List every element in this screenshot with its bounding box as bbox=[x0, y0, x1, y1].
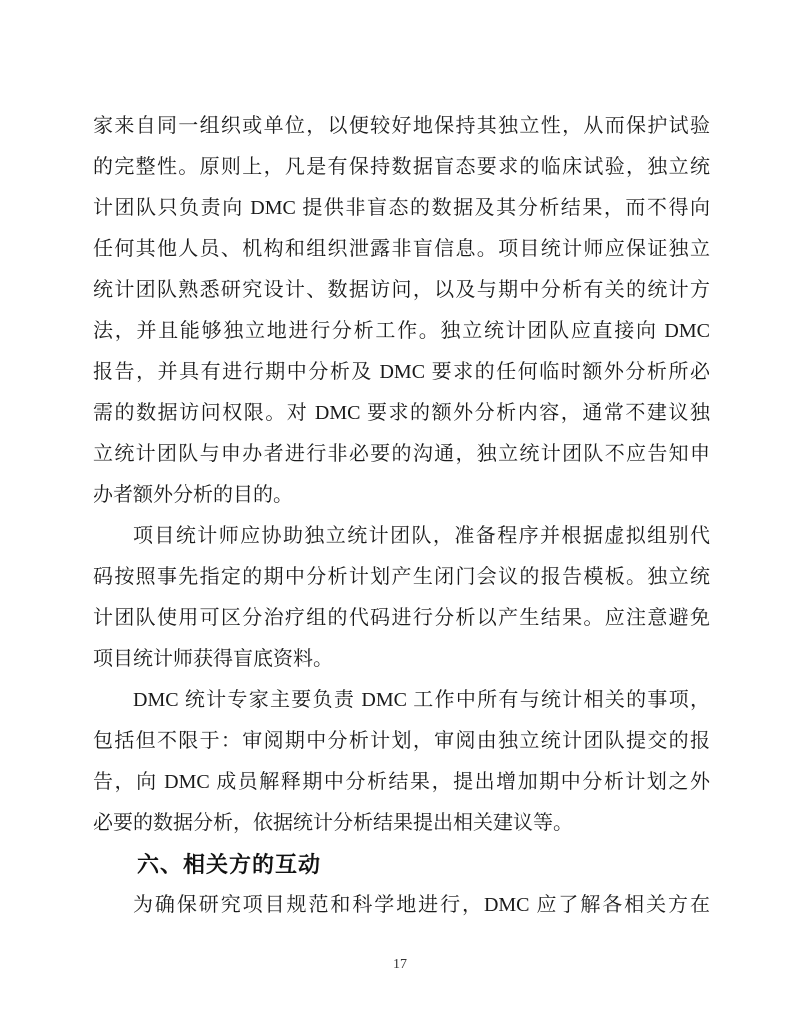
text-line: 报告，并具有进行期中分析及 DMC 要求的任何临时额外分析所必 bbox=[93, 361, 710, 383]
page-number: 17 bbox=[393, 957, 407, 972]
text-line: 项目统计师获得盲底资料。 bbox=[93, 648, 333, 670]
text-line: 项目统计师应协助独立统计团队，准备程序并根据虚拟组别代 bbox=[133, 525, 710, 547]
page-content bbox=[93, 106, 710, 926]
paragraph bbox=[93, 680, 710, 844]
text-line: 办者额外分析的目的。 bbox=[93, 484, 293, 506]
text-line: 需的数据访问权限。对 DMC 要求的额外分析内容，通常不建议独 bbox=[93, 402, 710, 424]
text-line: 计团队使用可区分治疗组的代码进行分析以产生结果。应注意避免 bbox=[93, 607, 710, 629]
paragraph bbox=[93, 885, 710, 926]
text-line: 包括但不限于：审阅期中分析计划，审阅由独立统计团队提交的报 bbox=[93, 730, 710, 752]
text-line: 计团队只负责向 DMC 提供非盲态的数据及其分析结果，而不得向 bbox=[93, 197, 710, 219]
text-line: DMC 统计专家主要负责 DMC 工作中所有与统计相关的事项， bbox=[133, 689, 710, 711]
text-line: 的完整性。原则上，凡是有保持数据盲态要求的临床试验，独立统 bbox=[93, 156, 710, 178]
text-line: 统计团队熟悉研究设计、数据访问，以及与期中分析有关的统计方 bbox=[93, 279, 710, 301]
section-heading: 六、相关方的互动 bbox=[137, 852, 322, 877]
paragraph bbox=[93, 516, 710, 680]
paragraph bbox=[93, 106, 710, 516]
text-line: 码按照事先指定的期中分析计划产生闭门会议的报告模板。独立统 bbox=[93, 566, 710, 588]
text-line: 为确保研究项目规范和科学地进行，DMC 应了解各相关方在 bbox=[133, 894, 710, 916]
text-line: 家来自同一组织或单位，以便较好地保持其独立性，从而保护试验 bbox=[93, 115, 710, 137]
text-line: 法，并且能够独立地进行分析工作。独立统计团队应直接向 DMC bbox=[93, 320, 710, 342]
text-line: 立统计团队与申办者进行非必要的沟通，独立统计团队不应告知申 bbox=[93, 443, 710, 465]
text-line: 告，向 DMC 成员解释期中分析结果，提出增加期中分析计划之外 bbox=[93, 771, 710, 793]
text-line: 任何其他人员、机构和组织泄露非盲信息。项目统计师应保证独立 bbox=[93, 238, 710, 260]
text-line: 必要的数据分析，依据统计分析结果提出相关建议等。 bbox=[93, 812, 573, 834]
